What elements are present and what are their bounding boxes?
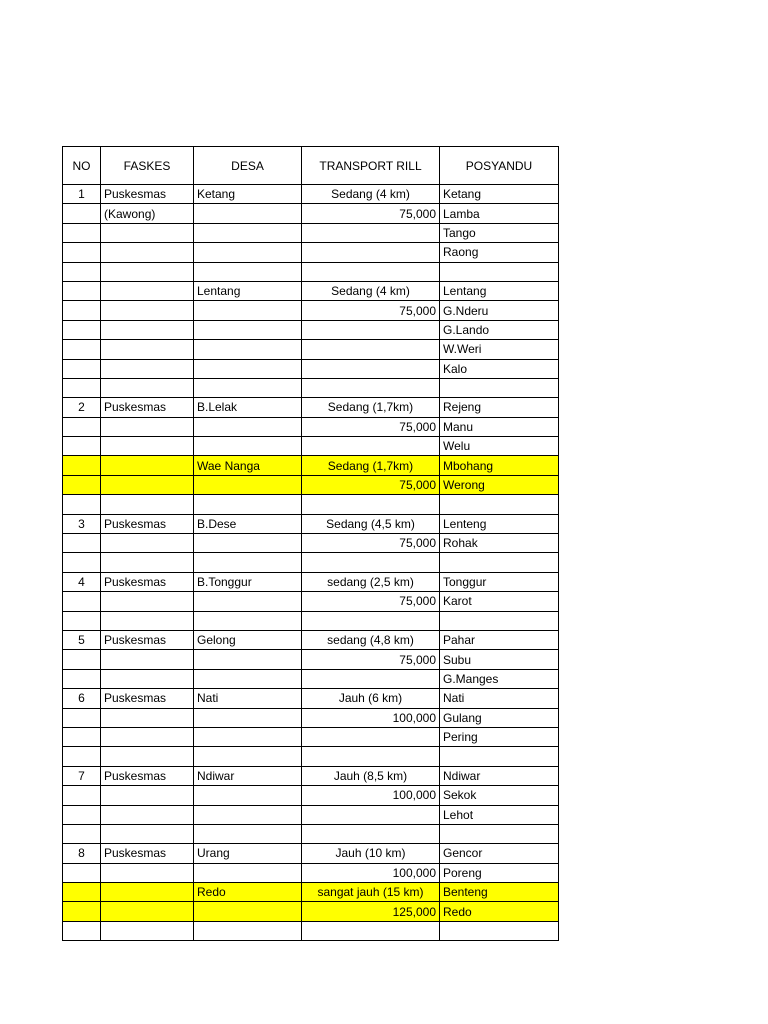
cell-desa: [194, 669, 302, 688]
table-row: [63, 378, 559, 397]
cell-posyandu: Ketang: [440, 185, 559, 204]
cell-posyandu: [440, 378, 559, 397]
cell-faskes: [101, 669, 194, 688]
cell-faskes: [101, 378, 194, 397]
cell-no: [63, 883, 101, 902]
cell-posyandu: Lehot: [440, 805, 559, 824]
table-row: [63, 708, 559, 727]
table-row: [63, 611, 559, 630]
cell-no: [63, 747, 101, 766]
header-row: [63, 147, 559, 185]
cell-desa: [194, 727, 302, 746]
cell-desa: [194, 534, 302, 553]
cell-desa: [194, 747, 302, 766]
cell-posyandu: G.Lando: [440, 320, 559, 339]
header-no: NO: [63, 147, 101, 185]
table-row: [63, 766, 559, 785]
cell-transport: 75,000: [302, 592, 440, 611]
cell-transport: [302, 437, 440, 456]
cell-posyandu: Nati: [440, 689, 559, 708]
cell-no: 8: [63, 844, 101, 863]
table-row: [63, 359, 559, 378]
cell-faskes: Puskesmas: [101, 185, 194, 204]
cell-posyandu: W.Weri: [440, 340, 559, 359]
cell-posyandu: Lamba: [440, 204, 559, 223]
cell-faskes: [101, 786, 194, 805]
cell-transport: 100,000: [302, 708, 440, 727]
cell-transport: [302, 262, 440, 281]
cell-faskes: Puskesmas: [101, 689, 194, 708]
cell-faskes: [101, 805, 194, 824]
cell-transport: [302, 611, 440, 630]
table-row: [63, 320, 559, 339]
table-row: [63, 417, 559, 436]
cell-desa: [194, 786, 302, 805]
cell-transport: Sedang (1,7km): [302, 398, 440, 417]
table-row: [63, 902, 559, 921]
cell-no: [63, 243, 101, 262]
cell-posyandu: Welu: [440, 437, 559, 456]
cell-posyandu: Kalo: [440, 359, 559, 378]
table-row: [63, 747, 559, 766]
cell-no: [63, 281, 101, 300]
cell-no: [63, 902, 101, 921]
cell-transport: 75,000: [302, 204, 440, 223]
cell-no: [63, 417, 101, 436]
cell-transport: [302, 824, 440, 843]
cell-no: [63, 378, 101, 397]
cell-faskes: [101, 359, 194, 378]
cell-faskes: [101, 262, 194, 281]
cell-desa: [194, 262, 302, 281]
cell-desa: [194, 863, 302, 882]
table-row: [63, 650, 559, 669]
cell-no: [63, 805, 101, 824]
cell-posyandu: Lentang: [440, 281, 559, 300]
table-row: [63, 475, 559, 494]
cell-desa: [194, 553, 302, 572]
cell-faskes: (Kawong): [101, 204, 194, 223]
cell-posyandu: Subu: [440, 650, 559, 669]
cell-no: [63, 824, 101, 843]
cell-transport: [302, 320, 440, 339]
table-row: [63, 243, 559, 262]
cell-faskes: [101, 824, 194, 843]
cell-posyandu: Sekok: [440, 786, 559, 805]
table-row: [63, 572, 559, 591]
cell-desa: [194, 301, 302, 320]
table-row: [63, 786, 559, 805]
table-row: [63, 340, 559, 359]
table-row: [63, 204, 559, 223]
cell-desa: Wae Nanga: [194, 456, 302, 475]
cell-no: [63, 553, 101, 572]
cell-no: [63, 340, 101, 359]
table-row: [63, 495, 559, 514]
cell-no: [63, 534, 101, 553]
cell-posyandu: Werong: [440, 475, 559, 494]
table-row: [63, 185, 559, 204]
cell-no: [63, 456, 101, 475]
cell-desa: [194, 495, 302, 514]
cell-faskes: [101, 456, 194, 475]
cell-transport: [302, 921, 440, 940]
table-row: [63, 534, 559, 553]
cell-desa: Nati: [194, 689, 302, 708]
cell-no: 7: [63, 766, 101, 785]
cell-no: [63, 592, 101, 611]
cell-no: [63, 320, 101, 339]
cell-posyandu: [440, 921, 559, 940]
cell-posyandu: Pahar: [440, 630, 559, 649]
cell-transport: [302, 223, 440, 242]
table-row: [63, 921, 559, 940]
cell-faskes: [101, 650, 194, 669]
cell-transport: Sedang (1,7km): [302, 456, 440, 475]
table-row: [63, 553, 559, 572]
cell-no: [63, 359, 101, 378]
table-row: [63, 689, 559, 708]
cell-no: 2: [63, 398, 101, 417]
cell-desa: [194, 805, 302, 824]
cell-faskes: [101, 747, 194, 766]
cell-faskes: [101, 921, 194, 940]
cell-transport: 75,000: [302, 475, 440, 494]
cell-faskes: Puskesmas: [101, 844, 194, 863]
cell-posyandu: Karot: [440, 592, 559, 611]
cell-faskes: [101, 417, 194, 436]
cell-transport: sedang (4,8 km): [302, 630, 440, 649]
cell-desa: [194, 340, 302, 359]
cell-no: [63, 786, 101, 805]
cell-faskes: [101, 727, 194, 746]
cell-posyandu: Manu: [440, 417, 559, 436]
cell-faskes: Puskesmas: [101, 572, 194, 591]
cell-desa: Ketang: [194, 185, 302, 204]
cell-desa: [194, 320, 302, 339]
cell-transport: 125,000: [302, 902, 440, 921]
cell-faskes: [101, 437, 194, 456]
table-row: [63, 669, 559, 688]
cell-no: [63, 223, 101, 242]
cell-posyandu: G.Manges: [440, 669, 559, 688]
cell-desa: [194, 359, 302, 378]
cell-posyandu: [440, 495, 559, 514]
cell-no: [63, 611, 101, 630]
table-row: [63, 592, 559, 611]
cell-desa: B.Lelak: [194, 398, 302, 417]
cell-posyandu: Gulang: [440, 708, 559, 727]
table-row: [63, 437, 559, 456]
cell-faskes: [101, 534, 194, 553]
cell-posyandu: Gencor: [440, 844, 559, 863]
cell-desa: Redo: [194, 883, 302, 902]
cell-transport: Sedang (4,5 km): [302, 514, 440, 533]
cell-posyandu: Tango: [440, 223, 559, 242]
cell-no: 3: [63, 514, 101, 533]
cell-transport: Sedang (4 km): [302, 281, 440, 300]
cell-faskes: [101, 883, 194, 902]
cell-transport: sangat jauh (15 km): [302, 883, 440, 902]
table-row: [63, 630, 559, 649]
cell-posyandu: G.Nderu: [440, 301, 559, 320]
table-row: [63, 281, 559, 300]
cell-no: [63, 669, 101, 688]
cell-transport: 75,000: [302, 417, 440, 436]
cell-desa: [194, 824, 302, 843]
cell-no: [63, 708, 101, 727]
header-faskes: FASKES: [101, 147, 194, 185]
cell-desa: [194, 243, 302, 262]
cell-no: 5: [63, 630, 101, 649]
table-row: [63, 514, 559, 533]
cell-transport: 75,000: [302, 301, 440, 320]
cell-posyandu: Lenteng: [440, 514, 559, 533]
cell-posyandu: Tonggur: [440, 572, 559, 591]
table-row: [63, 398, 559, 417]
cell-faskes: [101, 592, 194, 611]
cell-posyandu: [440, 611, 559, 630]
cell-faskes: [101, 902, 194, 921]
cell-no: [63, 727, 101, 746]
header-posyandu: POSYANDU: [440, 147, 559, 185]
cell-transport: [302, 805, 440, 824]
cell-posyandu: [440, 824, 559, 843]
table-row: [63, 727, 559, 746]
cell-desa: [194, 378, 302, 397]
cell-faskes: [101, 320, 194, 339]
cell-no: [63, 262, 101, 281]
table-row: [63, 883, 559, 902]
cell-posyandu: Ndiwar: [440, 766, 559, 785]
cell-faskes: [101, 611, 194, 630]
cell-no: 4: [63, 572, 101, 591]
cell-transport: [302, 340, 440, 359]
cell-desa: [194, 223, 302, 242]
cell-posyandu: Raong: [440, 243, 559, 262]
cell-faskes: [101, 340, 194, 359]
table-row: [63, 262, 559, 281]
cell-faskes: [101, 863, 194, 882]
cell-desa: Lentang: [194, 281, 302, 300]
cell-desa: B.Dese: [194, 514, 302, 533]
cell-transport: [302, 727, 440, 746]
cell-no: [63, 204, 101, 223]
table-row: [63, 301, 559, 320]
cell-transport: [302, 553, 440, 572]
cell-faskes: Puskesmas: [101, 630, 194, 649]
cell-posyandu: Poreng: [440, 863, 559, 882]
cell-transport: Jauh (6 km): [302, 689, 440, 708]
cell-transport: sedang (2,5 km): [302, 572, 440, 591]
cell-transport: Jauh (8,5 km): [302, 766, 440, 785]
cell-desa: [194, 902, 302, 921]
cell-desa: [194, 592, 302, 611]
cell-faskes: [101, 243, 194, 262]
cell-posyandu: [440, 553, 559, 572]
cell-faskes: [101, 495, 194, 514]
cell-desa: [194, 204, 302, 223]
header-transport: TRANSPORT RILL: [302, 147, 440, 185]
cell-desa: Gelong: [194, 630, 302, 649]
cell-transport: [302, 243, 440, 262]
cell-faskes: [101, 301, 194, 320]
cell-faskes: [101, 553, 194, 572]
cell-desa: [194, 437, 302, 456]
cell-faskes: [101, 475, 194, 494]
cell-desa: [194, 921, 302, 940]
cell-no: [63, 921, 101, 940]
cell-no: [63, 475, 101, 494]
header-desa: DESA: [194, 147, 302, 185]
cell-no: [63, 650, 101, 669]
cell-no: 6: [63, 689, 101, 708]
table-row: [63, 223, 559, 242]
cell-transport: 75,000: [302, 534, 440, 553]
cell-no: 1: [63, 185, 101, 204]
posyandu-table: [62, 146, 559, 941]
cell-transport: [302, 495, 440, 514]
cell-posyandu: Redo: [440, 902, 559, 921]
cell-transport: Sedang (4 km): [302, 185, 440, 204]
cell-no: [63, 301, 101, 320]
cell-desa: [194, 611, 302, 630]
cell-desa: [194, 475, 302, 494]
cell-faskes: [101, 281, 194, 300]
table-row: [63, 456, 559, 475]
cell-posyandu: [440, 262, 559, 281]
cell-desa: Ndiwar: [194, 766, 302, 785]
cell-transport: Jauh (10 km): [302, 844, 440, 863]
table-row: [63, 863, 559, 882]
table-row: [63, 844, 559, 863]
cell-transport: [302, 378, 440, 397]
cell-transport: [302, 747, 440, 766]
table-row: [63, 824, 559, 843]
cell-desa: [194, 708, 302, 727]
cell-posyandu: Rejeng: [440, 398, 559, 417]
cell-posyandu: Benteng: [440, 883, 559, 902]
cell-transport: 75,000: [302, 650, 440, 669]
cell-transport: 100,000: [302, 786, 440, 805]
cell-faskes: Puskesmas: [101, 398, 194, 417]
cell-desa: B.Tonggur: [194, 572, 302, 591]
cell-transport: 100,000: [302, 863, 440, 882]
cell-faskes: Puskesmas: [101, 766, 194, 785]
cell-faskes: [101, 708, 194, 727]
cell-transport: [302, 669, 440, 688]
cell-desa: Urang: [194, 844, 302, 863]
cell-transport: [302, 359, 440, 378]
cell-posyandu: Pering: [440, 727, 559, 746]
cell-desa: [194, 650, 302, 669]
cell-no: [63, 863, 101, 882]
cell-no: [63, 495, 101, 514]
cell-posyandu: [440, 747, 559, 766]
cell-desa: [194, 417, 302, 436]
table-row: [63, 805, 559, 824]
cell-faskes: Puskesmas: [101, 514, 194, 533]
cell-posyandu: Mbohang: [440, 456, 559, 475]
cell-posyandu: Rohak: [440, 534, 559, 553]
cell-no: [63, 437, 101, 456]
cell-faskes: [101, 223, 194, 242]
